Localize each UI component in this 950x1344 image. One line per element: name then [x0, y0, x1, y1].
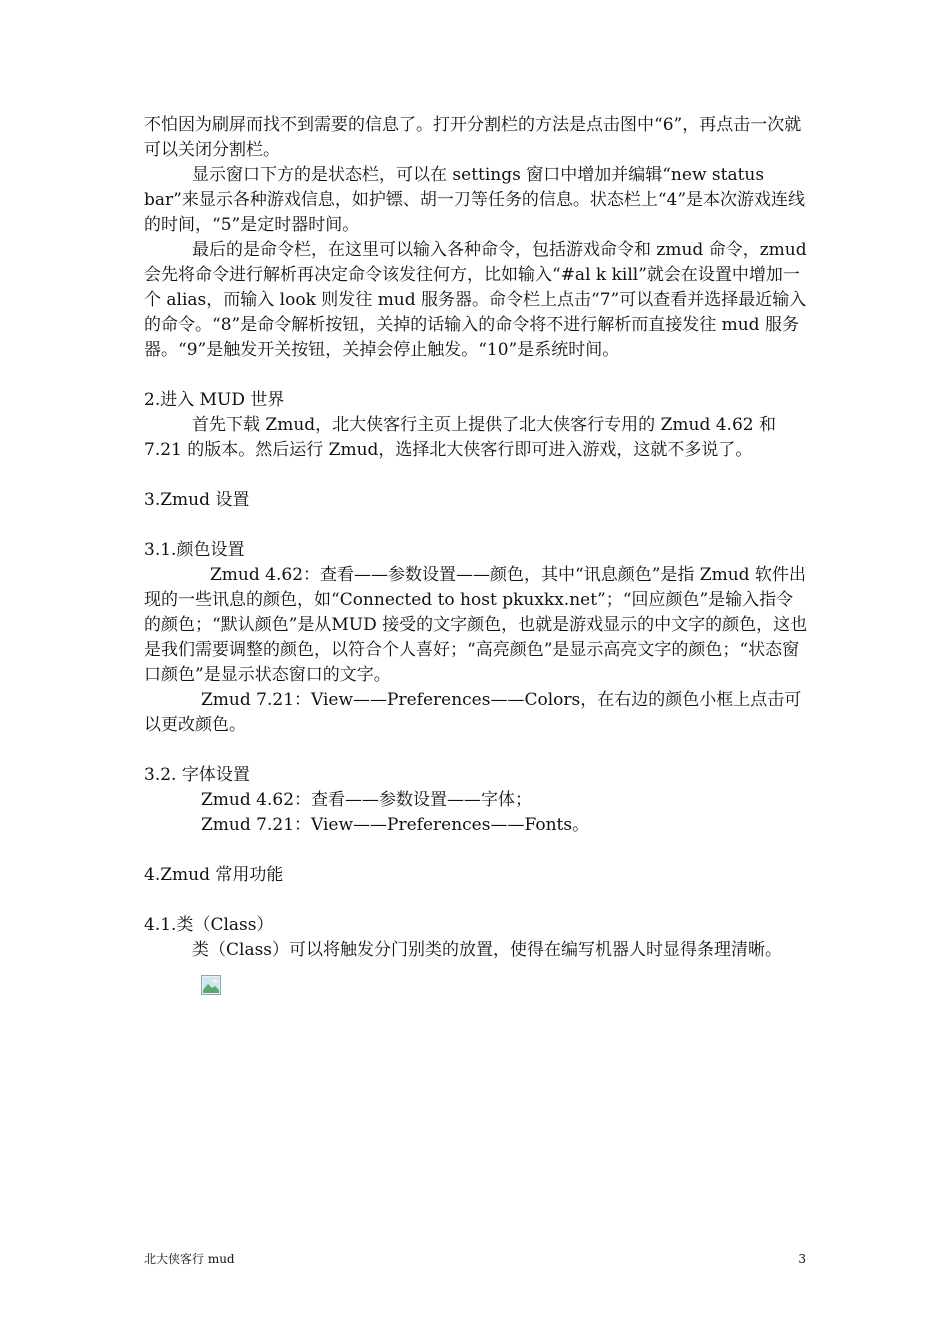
paragraph-fonts-462: Zmud 4.62：查看——参数设置——字体； — [201, 790, 533, 810]
paragraph-class: 类（Class）可以将触发分门别类的放置，使得在编写机器人时显得条理清晰。 — [192, 940, 783, 960]
paragraph-fonts-721: Zmud 7.21：View——Preferences——Fonts。 — [201, 815, 590, 835]
paragraph-colors-721: Zmud 7.21：View——Preferences——Colors，在右边的颜色小框上点击可以更改颜色。 — [144, 690, 802, 735]
paragraph-split-bar: 不怕因为刷屏而找不到需要的信息了。打开分割栏的方法是点击图中“6”，再点击一次就可以关闭分割栏。 — [144, 115, 802, 160]
heading-class: 4.1.类（Class） — [144, 915, 274, 935]
paragraph-status-bar: 显示窗口下方的是状态栏，可以在 settings 窗口中增加并编辑“new status bar”来显示各种游戏信息，如护镖、胡一刀等任务的信息。状态栏上“4”是本次游戏连线的时间，“5”是定时器时间。 — [144, 165, 806, 235]
heading-common-functions: 4.Zmud 常用功能 — [144, 865, 284, 885]
page-number: 3 — [798, 1252, 806, 1266]
footer-title: 北大侠客行 mud — [144, 1252, 235, 1266]
heading-enter-mud: 2.进入 MUD 世界 — [144, 390, 285, 410]
document-body — [144, 113, 810, 995]
paragraph-command-bar: 最后的是命令栏，在这里可以输入各种命令，包括游戏命令和 zmud 命令，zmud 会先将命令进行解析再决定命令该发往何方，比如输入“#al k kill”就会在设置中增加一个 alias，而输入 look 则发往 mud 服务器。命令栏上点击“7”可以查看并选择最近输入的命令。“8”是命令解析按钮，关掉的话输入的命令将不进行解析而直接发往 mud 服务器。“9”是触发开关按钮，关掉会停止触发。“10”是系统时间。 — [144, 240, 807, 360]
heading-font-settings: 3.2. 字体设置 — [144, 765, 250, 785]
heading-zmud-settings: 3.Zmud 设置 — [144, 490, 250, 510]
paragraph-download-zmud: 首先下载 Zmud，北大侠客行主页上提供了北大侠客行专用的 Zmud 4.62 和 7.21 的版本。然后运行 Zmud，选择北大侠客行即可进入游戏，这就不多说了。 — [144, 415, 776, 460]
paragraph-colors-462: Zmud 4.62：查看——参数设置——颜色，其中“讯息颜色”是指 Zmud 软件出现的一些讯息的颜色，如“Connected to host pkuxkx.net”；“回应颜色”是输入指令的颜色；“默认颜色”是从MUD 接受的文字颜色，也就是游戏显示的中文字的颜色，这也是我们需要调整的颜色，以符合个人喜好；“高亮颜色”是显示高亮文字的颜色；“状态窗口颜色”是显示状态窗口的文字。 — [144, 565, 808, 685]
heading-color-settings: 3.1.颜色设置 — [144, 540, 245, 560]
image-icon — [201, 975, 221, 995]
